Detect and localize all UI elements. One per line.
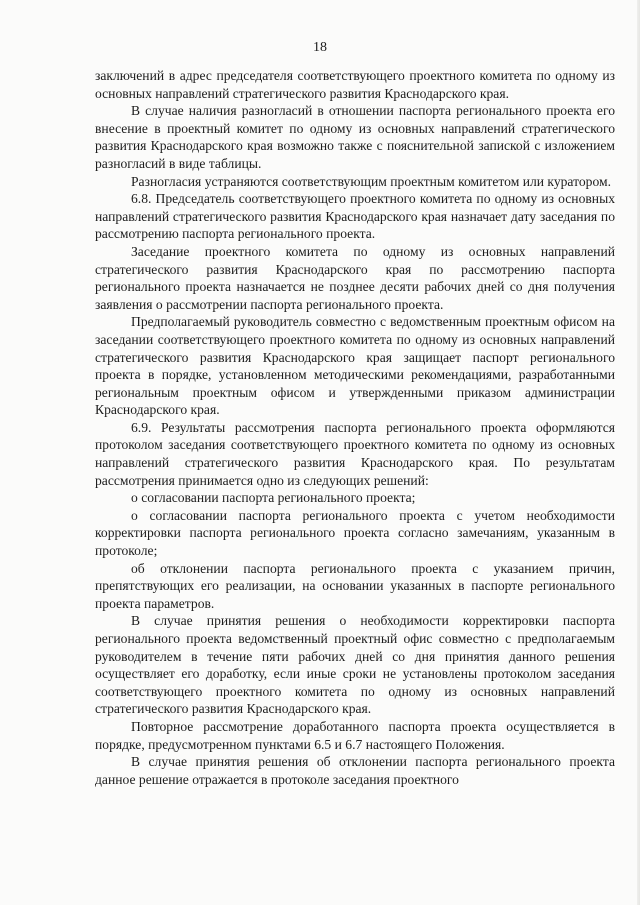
paragraph: В случае наличия разногласий в отношении паспорта регионального проекта его внесение в проектный комитет по одному из основных направлений стратегического развития Краснодарского края возможно также с пояснительной запиской с изложением разногласий в виде таблицы. — [95, 103, 615, 171]
body-text — [95, 67, 615, 788]
list-item: об отклонении паспорта регионального проекта с указанием причин, препятствующих его реализации, на основании указанных в паспорте регионального проекта параметров. — [95, 560, 615, 611]
paragraph: Заседание проектного комитета по одному из основных направлений стратегического развития Краснодарского края по рассмотрению паспорта регионального проекта назначается не позднее десяти рабочих дней со дня получения заявления о рассмотрении паспорта регионального проекта. — [95, 243, 615, 312]
paragraph: заключений в адрес председателя соответствующего проектного комитета по одному из основных направлений стратегического развития Краснодарского края. — [95, 68, 615, 101]
list-item: о согласовании паспорта регионального проекта; — [131, 490, 416, 506]
paragraph: В случае принятия решения об отклонении паспорта регионального проекта данное решение отражается в протоколе заседания проектного — [95, 754, 615, 787]
paragraph: 6.9. Результаты рассмотрения паспорта регионального проекта оформляются протоколом заседания соответствующего проектного комитета по одному из основных направлений стратегического развития Краснодарского края. По результатам рассмотрения принимается одно из следующих решений: — [95, 419, 615, 488]
paragraph: Разногласия устраняются соответствующим проектным комитетом или куратором. — [131, 173, 612, 189]
paragraph: 6.8. Председатель соответствующего проектного комитета по одному из основных направлений стратегического развития Краснодарского края назначает дату заседания по рассмотрению паспорта регионального проекта. — [95, 191, 615, 242]
paragraph: В случае принятия решения о необходимости корректировки паспорта регионального проекта ведомственный проектный офис совместно с предполагаемым руководителем в течение пяти рабочих дней со дня принятия данного решения осуществляет его доработку, если иные сроки не установлены протоколом заседания соответствующего проектного комитета по одному из основных направлений стратегического развития Краснодарского края. — [95, 613, 615, 717]
paragraph: Повторное рассмотрение доработанного паспорта проекта осуществляется в порядке, предусмотренном пунктами 6.5 и 6.7 настоящего Положения. — [95, 718, 615, 752]
paragraph: Предполагаемый руководитель совместно с ведомственным проектным офисом на заседании соответствующего проектного комитета по одному из основных направлений стратегического развития Краснодарского края защищает паспорт регионального проекта в порядке, установленном методическими рекомендациями, разработанными региональным проектным офисом и утвержденными приказом администрации Краснодарского края. — [95, 314, 615, 418]
page-number: 18 — [313, 40, 327, 55]
list-item: о согласовании паспорта регионального проекта с учетом необходимости корректировки паспорта регионального проекта согласно замечаниям, указанным в протоколе; — [95, 507, 615, 559]
